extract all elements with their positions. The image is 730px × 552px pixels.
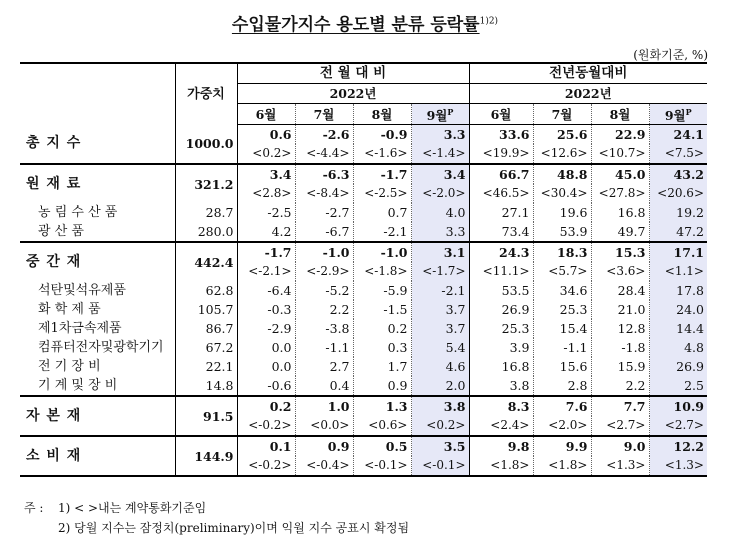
row-name: 자 본 재 (20, 396, 175, 436)
row-weight: 144.9 (175, 436, 237, 476)
cell-mom-value: 0.0 (237, 357, 295, 376)
cell-mom-value: 0.5 (353, 436, 411, 456)
table-row (20, 357, 707, 376)
cell-yoy-value: 3.8 (469, 376, 533, 396)
footnote-1-text: 1) < >내는 계약통화기준임 (58, 501, 207, 515)
cell-yoy-value: 2.2 (591, 376, 649, 396)
cell-yoy-value: -1.1 (533, 338, 591, 357)
row-weight: 1000.0 (175, 125, 237, 165)
row-weight: 280.0 (175, 222, 237, 242)
cell-mom-value: -5.9 (353, 281, 411, 300)
cell-yoy-value: 7.6 (533, 396, 591, 416)
cell-yoy-value: 25.3 (469, 319, 533, 338)
row-weight: 91.5 (175, 396, 237, 436)
cell-yoy-value: 15.4 (533, 319, 591, 338)
month-label: 8월 (371, 106, 393, 122)
cell-yoy-contract: <11.1> (469, 262, 533, 281)
cell-mom-value: -5.2 (295, 281, 353, 300)
header-category (20, 63, 175, 125)
header-yoy-month-4 (649, 104, 707, 125)
row-weight: 86.7 (175, 319, 237, 338)
cell-mom-value: -0.9 (353, 125, 411, 145)
cell-mom-value: 3.7 (411, 319, 469, 338)
table-row (20, 300, 707, 319)
cell-mom-contract: <-8.4> (295, 184, 353, 203)
cell-yoy-value: 15.3 (591, 242, 649, 262)
cell-yoy-value: 9.9 (533, 436, 591, 456)
row-weight: 62.8 (175, 281, 237, 300)
cell-yoy-value: 73.4 (469, 222, 533, 242)
cell-yoy-value: 34.6 (533, 281, 591, 300)
header-mom-month-4 (411, 104, 469, 125)
cell-yoy-contract: <3.6> (591, 262, 649, 281)
header-yoy-month-3 (591, 104, 649, 125)
cell-yoy-value: 26.9 (469, 300, 533, 319)
cell-mom-contract: <-0.4> (295, 456, 353, 476)
cell-yoy-value: 15.6 (533, 357, 591, 376)
cell-mom-value: -1.1 (295, 338, 353, 357)
cell-mom-contract: <0.2> (411, 416, 469, 436)
month-label: 6월 (255, 106, 277, 122)
cell-yoy-contract: <2.7> (649, 416, 707, 436)
cell-yoy-value: 3.9 (469, 338, 533, 357)
cell-yoy-value: 16.8 (469, 357, 533, 376)
cell-mom-value: 3.3 (411, 125, 469, 145)
cell-mom-value: 2.2 (295, 300, 353, 319)
cell-mom-value: -2.1 (411, 281, 469, 300)
cell-yoy-value: 10.9 (649, 396, 707, 416)
title-note: 1)2) (479, 16, 499, 27)
cell-mom-contract: <-1.6> (353, 144, 411, 164)
cell-mom-value: -2.5 (237, 203, 295, 222)
cell-yoy-contract: <2.0> (533, 416, 591, 436)
cell-mom-value: -0.6 (237, 376, 295, 396)
cell-mom-value: -6.4 (237, 281, 295, 300)
header-mom-month-2 (295, 104, 353, 125)
cell-yoy-contract: <7.5> (649, 144, 707, 164)
header-weight: 가중치 (175, 63, 237, 125)
cell-mom-value: -2.7 (295, 203, 353, 222)
cell-mom-contract: <-1.7> (411, 262, 469, 281)
table-row (20, 203, 707, 222)
cell-yoy-value: 9.0 (591, 436, 649, 456)
cell-yoy-value: 9.8 (469, 436, 533, 456)
cell-yoy-value: 25.3 (533, 300, 591, 319)
header-yoy-month-1 (469, 104, 533, 125)
cell-mom-value: 3.4 (411, 164, 469, 184)
cell-mom-value: -2.6 (295, 125, 353, 145)
footnote-2 (24, 518, 409, 538)
cell-yoy-value: 17.8 (649, 281, 707, 300)
row-name: 컴퓨터전자및광학기기 (20, 338, 175, 357)
cell-mom-contract: <-2.5> (353, 184, 411, 203)
cell-mom-value: 0.9 (295, 436, 353, 456)
cell-yoy-value: 12.2 (649, 436, 707, 456)
cell-yoy-contract: <10.7> (591, 144, 649, 164)
cell-yoy-value: 33.6 (469, 125, 533, 145)
cell-mom-value: -1.0 (353, 242, 411, 262)
cell-yoy-value: 28.4 (591, 281, 649, 300)
cell-yoy-value: 53.5 (469, 281, 533, 300)
cell-yoy-value: 15.9 (591, 357, 649, 376)
cell-yoy-value: 16.8 (591, 203, 649, 222)
cell-mom-value: -1.7 (237, 242, 295, 262)
cell-mom-value: 3.8 (411, 396, 469, 416)
cell-yoy-value: 27.1 (469, 203, 533, 222)
cell-mom-contract: <-0.1> (411, 456, 469, 476)
cell-yoy-contract: <2.7> (591, 416, 649, 436)
row-name: 전 기 장 비 (20, 357, 175, 376)
month-label: 9월 (664, 108, 686, 124)
row-weight: 67.2 (175, 338, 237, 357)
header-mom: 전 월 대 비 (237, 63, 469, 84)
cell-yoy-value: 17.1 (649, 242, 707, 262)
header-yoy: 전년동월대비 (469, 63, 707, 84)
row-name: 화 학 제 품 (20, 300, 175, 319)
cell-yoy-contract: <19.9> (469, 144, 533, 164)
row-weight: 28.7 (175, 203, 237, 222)
footnote-label: 주 : (24, 501, 44, 515)
cell-mom-value: -2.9 (237, 319, 295, 338)
cell-mom-value: 3.3 (411, 222, 469, 242)
row-name: 석탄및석유제품 (20, 281, 175, 300)
cell-yoy-value: 18.3 (533, 242, 591, 262)
cell-yoy-contract: <1.1> (649, 262, 707, 281)
cell-yoy-contract: <30.4> (533, 184, 591, 203)
cell-yoy-contract: <12.6> (533, 144, 591, 164)
table-title (0, 10, 730, 35)
cell-mom-contract: <-1.4> (411, 144, 469, 164)
footnote-2-text: 2) 당월 지수는 잠정치(preliminary)이며 익월 지수 공표시 확정됨 (58, 521, 410, 535)
cell-mom-contract: <0.2> (237, 144, 295, 164)
header-row-1 (20, 63, 707, 84)
cell-yoy-value: 26.9 (649, 357, 707, 376)
table-row (20, 125, 707, 145)
cell-mom-contract: <-0.1> (353, 456, 411, 476)
month-label: 7월 (313, 106, 335, 122)
row-name: 중 간 재 (20, 242, 175, 281)
cell-mom-value: -6.3 (295, 164, 353, 184)
cell-mom-contract: <0.0> (295, 416, 353, 436)
cell-mom-contract: <0.6> (353, 416, 411, 436)
table-row (20, 396, 707, 416)
cell-mom-value: 0.6 (237, 125, 295, 145)
cell-yoy-value: 43.2 (649, 164, 707, 184)
cell-mom-value: 0.1 (237, 436, 295, 456)
cell-yoy-value: 22.9 (591, 125, 649, 145)
cell-yoy-value: 49.7 (591, 222, 649, 242)
footnote-1 (24, 498, 409, 518)
cell-mom-value: 4.0 (411, 203, 469, 222)
prelim-mark: P (685, 107, 692, 117)
cell-yoy-value: 47.2 (649, 222, 707, 242)
cell-mom-value: 2.7 (295, 357, 353, 376)
cell-mom-contract: <-1.8> (353, 262, 411, 281)
cell-mom-contract: <-2.0> (411, 184, 469, 203)
header-mom-month-3 (353, 104, 411, 125)
month-label: 8월 (609, 106, 631, 122)
price-index-table (20, 62, 707, 477)
cell-mom-value: 3.7 (411, 300, 469, 319)
month-label: 7월 (551, 106, 573, 122)
row-name: 농 림 수 산 품 (20, 203, 175, 222)
cell-mom-value: 0.2 (353, 319, 411, 338)
cell-mom-contract: <-0.2> (237, 456, 295, 476)
cell-yoy-contract: <1.3> (591, 456, 649, 476)
header-mom-year: 2022년 (237, 84, 469, 104)
table-row (20, 338, 707, 357)
cell-mom-value: -3.8 (295, 319, 353, 338)
row-weight: 22.1 (175, 357, 237, 376)
row-name: 원 재 료 (20, 164, 175, 203)
row-name: 기 계 및 장 비 (20, 376, 175, 396)
cell-mom-value: 2.0 (411, 376, 469, 396)
header-yoy-month-2 (533, 104, 591, 125)
footnotes (24, 498, 409, 538)
cell-mom-contract: <-2.1> (237, 262, 295, 281)
row-weight: 442.4 (175, 242, 237, 281)
cell-mom-contract: <2.8> (237, 184, 295, 203)
cell-mom-value: 0.3 (353, 338, 411, 357)
cell-yoy-contract: <1.8> (469, 456, 533, 476)
cell-yoy-value: 24.1 (649, 125, 707, 145)
cell-mom-value: 4.2 (237, 222, 295, 242)
cell-yoy-contract: <1.3> (649, 456, 707, 476)
cell-mom-value: -1.0 (295, 242, 353, 262)
cell-yoy-value: 2.5 (649, 376, 707, 396)
table-row (20, 222, 707, 242)
row-weight: 321.2 (175, 164, 237, 203)
row-weight: 14.8 (175, 376, 237, 396)
table-row (20, 281, 707, 300)
cell-mom-value: 5.4 (411, 338, 469, 357)
row-name: 제1차금속제품 (20, 319, 175, 338)
table-row (20, 164, 707, 184)
cell-yoy-value: 8.3 (469, 396, 533, 416)
cell-yoy-value: 19.6 (533, 203, 591, 222)
cell-mom-value: -1.7 (353, 164, 411, 184)
cell-yoy-value: 25.6 (533, 125, 591, 145)
cell-yoy-value: 19.2 (649, 203, 707, 222)
cell-mom-contract: <-2.9> (295, 262, 353, 281)
cell-yoy-value: -1.8 (591, 338, 649, 357)
row-name: 소 비 재 (20, 436, 175, 476)
cell-yoy-contract: <5.7> (533, 262, 591, 281)
row-weight: 105.7 (175, 300, 237, 319)
header-mom-month-1 (237, 104, 295, 125)
title-text: 수입물가지수 용도별 분류 등락률 (231, 15, 480, 35)
cell-yoy-value: 24.3 (469, 242, 533, 262)
cell-yoy-value: 7.7 (591, 396, 649, 416)
cell-yoy-value: 48.8 (533, 164, 591, 184)
cell-mom-value: 1.3 (353, 396, 411, 416)
cell-mom-value: -2.1 (353, 222, 411, 242)
cell-yoy-value: 53.9 (533, 222, 591, 242)
month-label: 6월 (490, 106, 512, 122)
unit-label: (원화기준, %) (633, 48, 708, 62)
cell-mom-contract: <-4.4> (295, 144, 353, 164)
table-row (20, 436, 707, 456)
cell-mom-value: 0.7 (353, 203, 411, 222)
cell-mom-contract: <-0.2> (237, 416, 295, 436)
cell-yoy-value: 2.8 (533, 376, 591, 396)
cell-yoy-value: 12.8 (591, 319, 649, 338)
cell-yoy-contract: <20.6> (649, 184, 707, 203)
cell-yoy-value: 14.4 (649, 319, 707, 338)
table-row (20, 319, 707, 338)
cell-mom-value: 1.0 (295, 396, 353, 416)
cell-yoy-value: 4.8 (649, 338, 707, 357)
cell-yoy-value: 24.0 (649, 300, 707, 319)
table-row (20, 242, 707, 262)
row-name: 총 지 수 (20, 125, 175, 165)
header-yoy-year: 2022년 (469, 84, 707, 104)
cell-mom-value: 0.4 (295, 376, 353, 396)
cell-mom-value: 4.6 (411, 357, 469, 376)
cell-mom-value: 3.4 (237, 164, 295, 184)
row-name: 광 산 품 (20, 222, 175, 242)
cell-yoy-value: 45.0 (591, 164, 649, 184)
prelim-mark: P (447, 107, 454, 117)
cell-mom-value: 0.9 (353, 376, 411, 396)
cell-yoy-contract: <46.5> (469, 184, 533, 203)
cell-mom-value: 3.1 (411, 242, 469, 262)
cell-mom-value: -0.3 (237, 300, 295, 319)
cell-mom-value: -1.5 (353, 300, 411, 319)
cell-yoy-contract: <2.4> (469, 416, 533, 436)
month-label: 9월 (426, 108, 448, 124)
cell-mom-value: 0.2 (237, 396, 295, 416)
table-row (20, 376, 707, 396)
cell-mom-value: 1.7 (353, 357, 411, 376)
cell-yoy-contract: <27.8> (591, 184, 649, 203)
cell-mom-value: -6.7 (295, 222, 353, 242)
cell-yoy-contract: <1.8> (533, 456, 591, 476)
cell-yoy-value: 21.0 (591, 300, 649, 319)
cell-yoy-value: 66.7 (469, 164, 533, 184)
cell-mom-value: 3.5 (411, 436, 469, 456)
cell-mom-value: 0.0 (237, 338, 295, 357)
